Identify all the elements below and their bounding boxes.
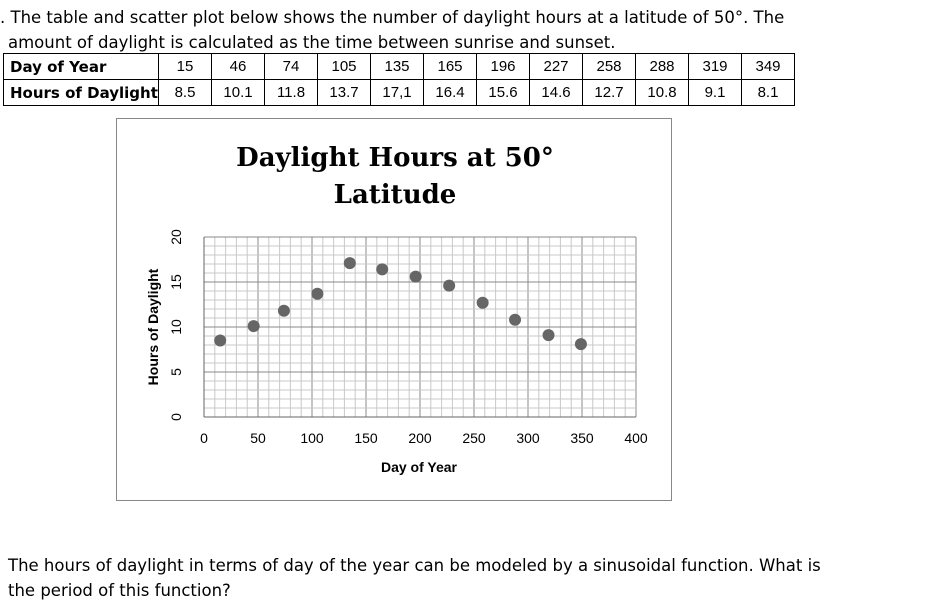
- chart-title-line-1: Daylight Hours at 50°: [236, 143, 554, 173]
- table-cell: 105: [318, 54, 371, 80]
- x-tick-label: 0: [200, 430, 208, 446]
- x-tick-label: 250: [462, 430, 486, 446]
- table-cell: 74: [265, 54, 318, 80]
- table-cell: 15: [159, 54, 212, 80]
- table-cell: 14.6: [530, 80, 583, 106]
- table-cell: 227: [530, 54, 583, 80]
- table-cell: 319: [689, 54, 742, 80]
- intro-line-1: . The table and scatter plot below shows the number of daylight hours at a latitude of 50°. The: [0, 8, 785, 27]
- table-cell: 11.8: [265, 80, 318, 106]
- x-tick-label: 100: [300, 430, 324, 446]
- x-tick-label: 200: [408, 430, 432, 446]
- data-point: [248, 320, 260, 332]
- data-point: [410, 271, 422, 283]
- scatter-chart: [117, 119, 671, 500]
- data-point: [278, 305, 290, 317]
- x-tick-label: 300: [516, 430, 540, 446]
- data-point: [376, 263, 388, 275]
- question-line-1: The hours of daylight in terms of day of the year can be modeled by a sinusoidal function. What is: [8, 556, 821, 575]
- chart-frame: [116, 118, 672, 501]
- table-cell: 349: [742, 54, 795, 80]
- axis-tick-labels: [168, 229, 648, 446]
- table-cell: 16.4: [424, 80, 477, 106]
- question-line-2: the period of this function?: [8, 581, 231, 600]
- data-point: [443, 280, 455, 292]
- table-row-hours: [4, 80, 795, 106]
- x-axis-label: Day of Year: [380, 459, 458, 475]
- x-tick-label: 400: [624, 430, 648, 446]
- y-tick-label: 10: [168, 319, 184, 335]
- data-point: [509, 314, 521, 326]
- intro-line-2: amount of daylight is calculated as the time between sunrise and sunset.: [8, 33, 616, 52]
- data-point: [575, 338, 587, 350]
- x-tick-label: 50: [250, 430, 266, 446]
- data-table: [3, 53, 795, 106]
- data-point: [214, 335, 226, 347]
- intro-text: [0, 5, 930, 55]
- table-cell: 8.1: [742, 80, 795, 106]
- table-cell: 13.7: [318, 80, 371, 106]
- table-cell: 46: [212, 54, 265, 80]
- y-tick-label: 15: [168, 274, 184, 290]
- data-point: [477, 297, 489, 309]
- table-cell: 258: [583, 54, 636, 80]
- table-cell: 165: [424, 54, 477, 80]
- y-tick-label: 5: [168, 368, 184, 376]
- table-cell: 17,1: [371, 80, 424, 106]
- table-cell: 15.6: [477, 80, 530, 106]
- chart-grid: [204, 237, 636, 417]
- data-point: [311, 288, 323, 300]
- table-cell: 135: [371, 54, 424, 80]
- chart-title-line-2: Latitude: [333, 180, 457, 210]
- y-tick-label: 0: [168, 413, 184, 421]
- table-cell: 9.1: [689, 80, 742, 106]
- table-cell: 8.5: [159, 80, 212, 106]
- table-cell: 10.1: [212, 80, 265, 106]
- row-label-hours: Hours of Daylight: [4, 80, 159, 106]
- row-label-day: Day of Year: [4, 54, 159, 80]
- x-tick-label: 150: [354, 430, 378, 446]
- data-point: [543, 329, 555, 341]
- x-tick-label: 350: [570, 430, 594, 446]
- data-point: [344, 257, 356, 269]
- table-cell: 12.7: [583, 80, 636, 106]
- table-row-days: [4, 54, 795, 80]
- y-tick-label: 20: [168, 229, 184, 245]
- y-axis-label: Hours of Daylight: [145, 268, 161, 386]
- table-cell: 196: [477, 54, 530, 80]
- question-text: [8, 553, 938, 603]
- table-cell: 288: [636, 54, 689, 80]
- table-cell: 10.8: [636, 80, 689, 106]
